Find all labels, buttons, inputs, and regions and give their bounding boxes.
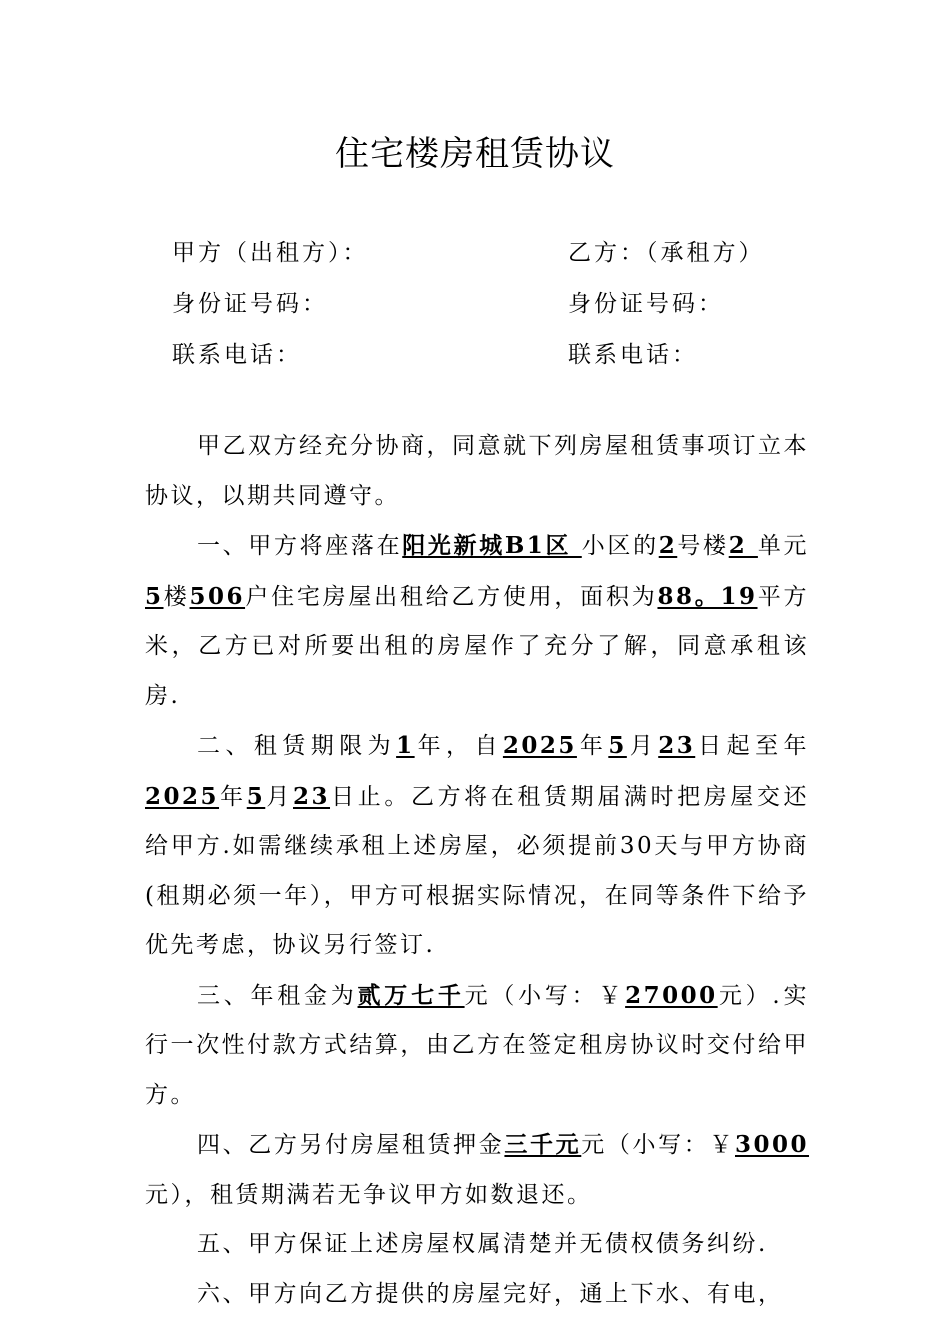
party-a-label: 甲方（出租方）：: [172, 240, 369, 266]
unit-number: 2: [728, 532, 758, 559]
start-month: 5: [608, 732, 627, 759]
deposit-words: 三千元: [504, 1131, 582, 1158]
end-month: 5: [246, 782, 266, 810]
intro-paragraph: 甲乙双方经充分协商，同意就下列房屋租赁事项订立本协议，以期共同遵守。: [145, 433, 809, 509]
rent-amount-words: 贰万七千: [357, 981, 465, 1009]
party-b-id-label: 身份证号码：: [568, 291, 724, 317]
clause-1: 一、甲方将座落在阳光新城B1区 小区的2号楼2 单元5楼506户住宅房屋出租给乙方使用，面积为88。19平方米，乙方已对所要出租的房屋作了充分了解，同意承租该房.: [145, 532, 810, 709]
floor-number: 5: [145, 582, 164, 610]
end-year: 2025: [145, 782, 220, 810]
lease-years: 1: [396, 732, 415, 759]
start-day: 23: [658, 732, 696, 759]
party-a-phone-label: 联系电话：: [172, 342, 302, 368]
deposit-number: 3000: [735, 1131, 810, 1158]
start-year: 2025: [502, 732, 577, 759]
building-number: 2: [658, 532, 678, 559]
clause-3: 三、年租金为贰万七千元（小写：￥27000元）.实行一次性付款方式结算，由乙方在签定租房协议时交付给甲方。: [145, 981, 809, 1108]
rent-amount-number: 27000: [625, 981, 718, 1009]
party-b-label: 乙方：（承租方）: [568, 240, 765, 266]
clause-5: 五、甲方保证上述房屋权属清楚并无债权债务纠纷.: [197, 1231, 768, 1257]
clause-6: 六、甲方向乙方提供的房屋完好，通上下水、有电，: [197, 1280, 784, 1307]
party-a-id-label: 身份证号码：: [172, 291, 328, 317]
clause-4: 四、乙方另付房屋租赁押金三千元元（小写：￥3000元），租赁期满若无争议甲方如数退还。: [145, 1131, 810, 1208]
agreement-body: [145, 422, 809, 1319]
community-name: 阳光新城B1区: [402, 532, 582, 559]
party-b-phone-label: 联系电话：: [568, 342, 698, 368]
clause-2: 二、租赁期限为1年，自2025年5月23日起至年2025年5月23日止。乙方将在租赁期届满时把房屋交还给甲方.如需继续承租上述房屋，必须提前30天与甲方协商(租期必须一年），甲方可根据实际情况，在同等条件下给予优先考虑，协议另行签订.: [145, 732, 810, 958]
area-value: 88。19: [657, 582, 758, 610]
room-number: 506: [189, 582, 246, 610]
end-day: 23: [293, 782, 331, 810]
document-title: 住宅楼房租赁协议: [335, 134, 615, 174]
